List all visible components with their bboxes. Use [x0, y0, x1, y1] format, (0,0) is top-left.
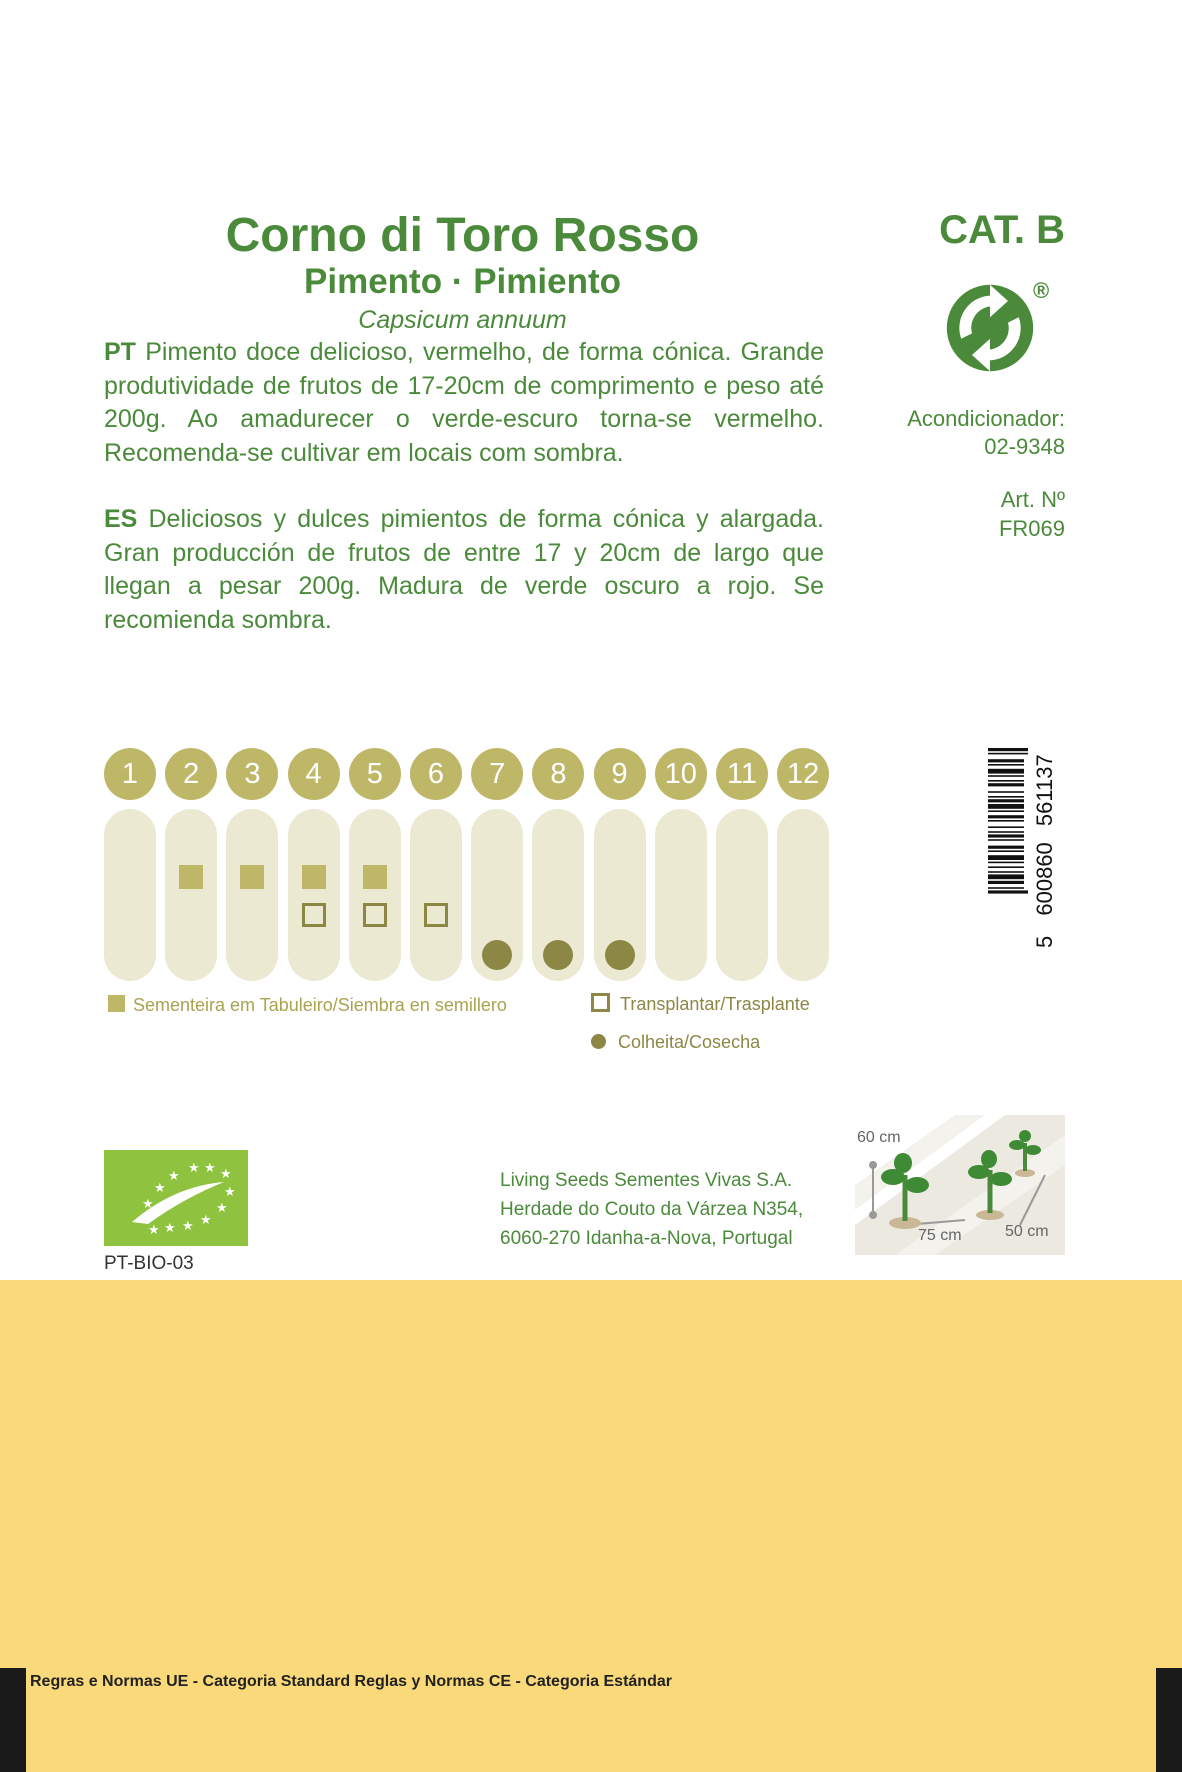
barcode-bar [988, 874, 1024, 879]
svg-text:★: ★ [154, 1181, 166, 1196]
description-es-text: Deliciosos y dulces pimientos de forma cónica y alargada. Gran producción de frutos de entre 17 y 20cm de largo que llegan a pesar 200g. Madura de verde oscuro a rojo. Se recomienda sombra. [104, 505, 824, 634]
barcode-bar [988, 855, 1024, 860]
harvest-marker-7 [482, 940, 512, 970]
barcode-bar [988, 815, 1024, 818]
organic-cert-code: PT-BIO-03 [104, 1253, 194, 1274]
transplant-marker-4 [302, 903, 326, 927]
registered-mark: ® [1033, 278, 1050, 303]
company-city: 6060-270 Idanha-a-Nova, Portugal [500, 1228, 793, 1249]
svg-text:★: ★ [220, 1167, 232, 1182]
barcode-bar [988, 846, 1024, 849]
plant-spacing-diagram [855, 1115, 1065, 1255]
month-12: 12 [777, 748, 829, 800]
month-8: 8 [532, 748, 584, 800]
month-column-10 [655, 809, 707, 981]
barcode-bar [988, 881, 1024, 884]
article-label: Art. Nº [1000, 487, 1065, 512]
eu-organic-leaf-icon [104, 1150, 248, 1246]
month-column-1 [104, 809, 156, 981]
barcode-digit-left: 5 [1032, 935, 1057, 948]
svg-text:★: ★ [164, 1221, 176, 1236]
packer-label: Acondicionador: [907, 406, 1065, 431]
spacing-row: 75 cm [918, 1227, 962, 1244]
harvest-dot-icon [591, 1034, 606, 1049]
description-pt-text: Pimento doce delicioso, vermelho, de forma cónica. Grande produtividade de frutos de 17-20cm de comprimento e peso até 200g. Ao amadurecer o verde-escuro torna-se vermelho. Recomenda-se cultivar em locais com sombra. [104, 338, 824, 467]
svg-text:★: ★ [142, 1197, 154, 1212]
sowing-square-icon [108, 995, 125, 1012]
barcode-bar [988, 799, 1024, 802]
month-column-12 [777, 809, 829, 981]
month-column-4 [288, 809, 340, 981]
barcode-bar [988, 839, 1024, 841]
month-column-3 [226, 809, 278, 981]
svg-text:★: ★ [204, 1161, 216, 1176]
legend-sowing [108, 995, 507, 1016]
barcode-bar [988, 780, 1024, 782]
barcode-bar [988, 764, 1024, 766]
harvest-marker-9 [605, 940, 635, 970]
barcode-bars [988, 748, 1028, 948]
product-subtitle: Pimento · Pimiento [304, 262, 621, 301]
barcode-bar [988, 748, 1028, 751]
barcode-bar [988, 769, 1024, 774]
green-dot-recycling-icon [945, 283, 1035, 373]
svg-text:★: ★ [224, 1185, 236, 1200]
spacing-plant: 50 cm [1005, 1223, 1049, 1240]
barcode-bar [988, 871, 1024, 873]
barcode-bar [988, 866, 1024, 868]
month-4: 4 [288, 748, 340, 800]
barcode-digits [1032, 748, 1076, 948]
barcode-bar [988, 791, 1024, 793]
svg-text:★: ★ [188, 1161, 200, 1176]
barcode-bar [988, 796, 1024, 798]
barcode-bar [988, 850, 1024, 852]
barcode-bar [988, 831, 1024, 833]
description-pt [104, 336, 824, 470]
transplant-square-icon [591, 993, 610, 1012]
barcode-bar [988, 804, 1024, 809]
month-7: 7 [471, 748, 523, 800]
month-column-2 [165, 809, 217, 981]
label-area [0, 1280, 1182, 1772]
transplant-marker-5 [363, 903, 387, 927]
barcode-bar [988, 890, 1028, 893]
latin-name: Capsicum annuum [358, 306, 567, 334]
barcode-bar [988, 834, 1024, 837]
spacing-height: 60 cm [857, 1129, 901, 1146]
barcode-bar [988, 887, 1024, 889]
sowing-marker-4 [302, 865, 326, 889]
barcode-digits-mid: 600860 [1032, 842, 1057, 916]
month-column-5 [349, 809, 401, 981]
svg-text:★: ★ [182, 1219, 194, 1234]
month-2: 2 [165, 748, 217, 800]
transplant-marker-6 [424, 903, 448, 927]
svg-text:★: ★ [216, 1201, 228, 1216]
month-10: 10 [655, 748, 707, 800]
month-11: 11 [716, 748, 768, 800]
barcode-bar [988, 775, 1024, 777]
company-name: Living Seeds Sementes Vivas S.A. [500, 1170, 793, 1191]
crop-mark-right [1156, 1668, 1182, 1772]
regulation-text: Regras e Normas UE - Categoria Standard Reglas y Normas CE - Categoria Estándar [30, 1673, 672, 1690]
lang-code-pt: PT [104, 338, 136, 366]
barcode-bar [988, 759, 1024, 762]
legend-transplant-text: Transplantar/Trasplante [620, 994, 810, 1014]
eu-organic-logo [104, 1150, 248, 1246]
month-9: 9 [594, 748, 646, 800]
lang-code-es: ES [104, 505, 138, 533]
article-code: FR069 [998, 516, 1065, 541]
packer-code: 02-9348 [984, 434, 1065, 459]
barcode [988, 748, 1060, 948]
barcode-bar [988, 783, 1024, 786]
barcode-digits-right: 561137 [1032, 754, 1057, 827]
month-6: 6 [410, 748, 462, 800]
barcode-bar [988, 826, 1024, 828]
sowing-marker-3 [240, 865, 264, 889]
month-3: 3 [226, 748, 278, 800]
barcode-bar [988, 820, 1024, 822]
legend-harvest-text: Colheita/Cosecha [618, 1032, 761, 1052]
barcode-bar [988, 862, 1024, 864]
month-column-6 [410, 809, 462, 981]
svg-text:★: ★ [200, 1213, 212, 1228]
month-column-11 [716, 809, 768, 981]
crop-mark-left [0, 1668, 26, 1772]
svg-text:★: ★ [148, 1223, 160, 1238]
legend-transplant [591, 993, 810, 1015]
barcode-bar [988, 753, 1028, 755]
sowing-marker-2 [179, 865, 203, 889]
svg-text:★: ★ [168, 1169, 180, 1184]
barcode-bar [988, 810, 1024, 812]
month-5: 5 [349, 748, 401, 800]
company-address: Herdade do Couto da Várzea N354, [500, 1199, 804, 1220]
category-label: CAT. B [939, 208, 1065, 252]
legend-sowing-text: Sementeira em Tabuleiro/Siembra en semillero [133, 995, 507, 1015]
legend-harvest [591, 1032, 760, 1053]
sowing-marker-5 [363, 865, 387, 889]
description-es [104, 503, 824, 637]
product-title: Corno di Toro Rosso [225, 209, 700, 262]
month-1: 1 [104, 748, 156, 800]
